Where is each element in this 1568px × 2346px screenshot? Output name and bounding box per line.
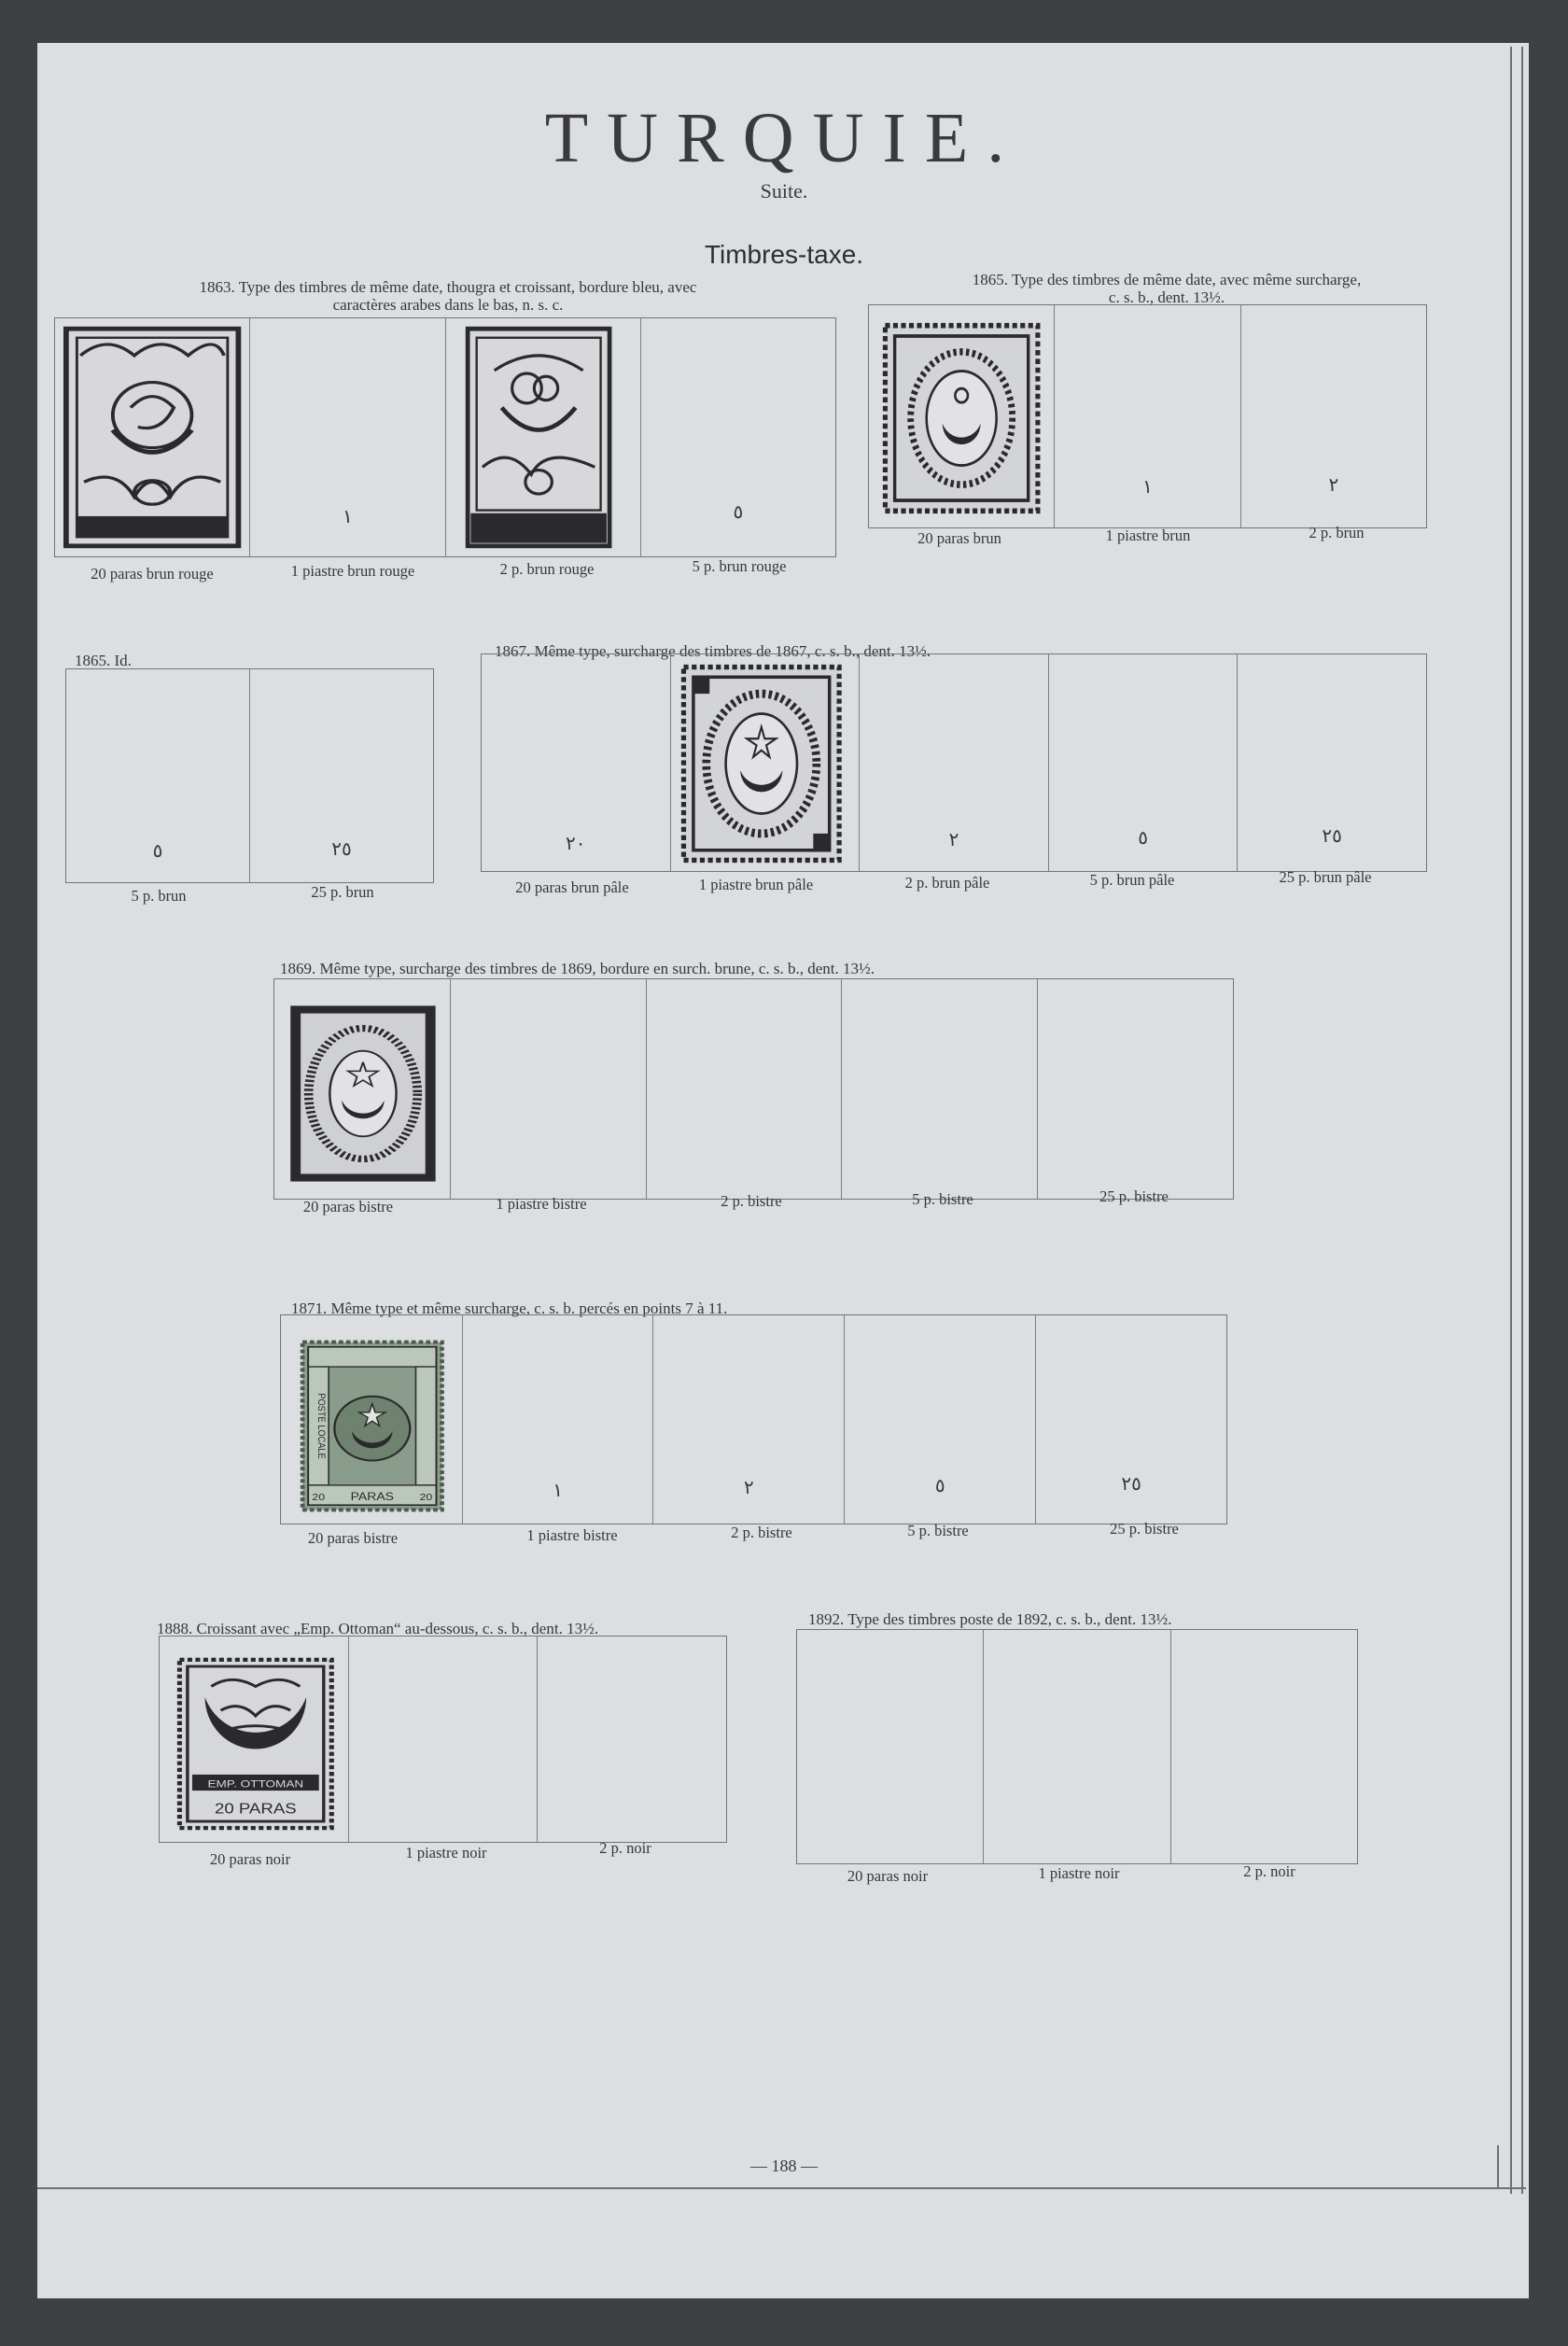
- stamp-slot-1871-2pi[interactable]: [653, 1315, 845, 1524]
- heading-1863: [56, 278, 840, 314]
- stamp-row-1863: [54, 317, 836, 557]
- value-glyph: ٥: [1138, 828, 1148, 849]
- stamp-bottom-text: 20 PARAS: [214, 1799, 297, 1818]
- stamp-crescent-1865-image: [882, 322, 1041, 514]
- stamp-crescent-1869-image: [287, 1004, 439, 1184]
- frame-line-right-outer: [1521, 47, 1523, 2194]
- stamp-slot-1888-20pa[interactable]: [160, 1637, 349, 1842]
- stamp-slot-1863-20pa[interactable]: [55, 318, 250, 556]
- stamp-row-1865b: [65, 668, 434, 883]
- caption-1867-20pa: 20 paras brun pâle: [515, 878, 629, 896]
- value-glyph: ٢: [744, 1478, 754, 1498]
- stamp-value-left: 20: [312, 1492, 326, 1503]
- stamp-row-1871: [280, 1314, 1227, 1524]
- stamp-slot-1888-2pi[interactable]: [538, 1637, 726, 1842]
- caption-1871-5pi: 5 p. bistre: [907, 1522, 969, 1539]
- stamp-slot-1869-5pi[interactable]: [842, 979, 1038, 1199]
- caption-1888-1pi: 1 piastre noir: [405, 1844, 487, 1861]
- caption-1863-20pa: 20 paras brun rouge: [91, 565, 214, 583]
- caption-1867-2pi: 2 p. brun pâle: [904, 874, 990, 892]
- caption-1865a-1pi: 1 piastre brun: [1105, 527, 1191, 544]
- heading-1863-line2: caractères arabes dans le bas, n. s. c.: [332, 296, 564, 314]
- caption-1892-1pi: 1 piastre noir: [1038, 1864, 1120, 1882]
- stamp-slot-1867-25pi[interactable]: [1238, 654, 1426, 871]
- caption-1869-2pi: 2 p. bistre: [721, 1192, 782, 1210]
- caption-1867-1pi: 1 piastre brun pâle: [698, 876, 814, 893]
- caption-1865b-25pi: 25 p. brun: [311, 883, 374, 901]
- page-subtitle: Suite.: [760, 179, 808, 203]
- caption-1892-2pi: 2 p. noir: [1243, 1862, 1295, 1880]
- value-glyph: ٢: [1328, 475, 1339, 496]
- caption-1867-25pi: 25 p. brun pâle: [1279, 868, 1372, 886]
- page-title: TURQUIE.: [544, 99, 1024, 177]
- caption-1869-1pi: 1 piastre bistre: [496, 1195, 587, 1213]
- heading-1865a-line1: 1865. Type des timbres de même date, avec même surcharge,: [972, 271, 1362, 288]
- caption-1871-2pi: 2 p. bistre: [731, 1524, 792, 1541]
- caption-1871-25pi: 25 p. bistre: [1110, 1520, 1179, 1538]
- stamp-slot-1863-5pi[interactable]: [641, 318, 835, 556]
- caption-1871-1pi: 1 piastre bistre: [526, 1526, 618, 1544]
- stamp-bottom-text: PARAS: [350, 1489, 395, 1503]
- frame-line-right: [1510, 47, 1512, 2194]
- heading-1871: 1871. Même type et même surcharge, c. s. b. percés en points 7 à 11.: [291, 1299, 728, 1317]
- stamp-slot-1892-1pi[interactable]: [984, 1630, 1170, 1863]
- heading-1869: 1869. Même type, surcharge des timbres de 1869, bordure en surch. brune, c. s. b., dent. 13½.: [280, 960, 875, 977]
- value-glyph: ١: [1142, 477, 1153, 498]
- stamp-row-1869: [273, 978, 1234, 1200]
- caption-1867-5pi: 5 p. brun pâle: [1089, 871, 1175, 889]
- heading-1865b: 1865. Id.: [75, 652, 132, 669]
- stamp-slot-1863-2pi[interactable]: [446, 318, 641, 556]
- stamp-value-right: 20: [419, 1492, 433, 1503]
- stamp-banner-text: EMP. OTTOMAN: [207, 1777, 304, 1791]
- stamp-tughra-1863-image: [63, 326, 242, 549]
- stamp-slot-1871-20pa[interactable]: [281, 1315, 463, 1524]
- stamp-tughra-1863b-image: [465, 326, 612, 549]
- stamp-slot-1871-5pi[interactable]: [845, 1315, 1036, 1524]
- caption-1863-1pi: 1 piastre brun rouge: [290, 562, 415, 580]
- stamp-slot-1865-2pi[interactable]: [1241, 305, 1426, 527]
- stamp-slot-1871-1pi[interactable]: [463, 1315, 654, 1524]
- caption-1888-20pa: 20 paras noir: [209, 1850, 291, 1868]
- stamp-slot-1867-5pi[interactable]: [1049, 654, 1239, 871]
- stamp-slot-1865b-5pi[interactable]: [66, 669, 250, 882]
- stamp-slot-1865-1pi[interactable]: [1055, 305, 1240, 527]
- caption-1865a-2pi: 2 p. brun: [1309, 524, 1365, 541]
- stamp-slot-1863-1pi[interactable]: [250, 318, 445, 556]
- caption-1869-20pa: 20 paras bistre: [302, 1198, 394, 1215]
- value-glyph: ٢٥: [1121, 1474, 1141, 1495]
- caption-1863-2pi: 2 p. brun rouge: [499, 560, 595, 578]
- caption-1865b-5pi: 5 p. brun: [131, 887, 187, 905]
- stamp-slot-1869-25pi[interactable]: [1038, 979, 1233, 1199]
- stamp-slot-1869-20pa[interactable]: [274, 979, 451, 1199]
- value-glyph: ٥: [733, 502, 744, 523]
- caption-1892-20pa: 20 paras noir: [847, 1867, 929, 1885]
- value-glyph: ٢٥: [1322, 826, 1342, 847]
- stamp-row-1867: [481, 653, 1427, 872]
- stamp-slot-1892-2pi[interactable]: [1171, 1630, 1357, 1863]
- stamp-side-text: POSTE LOCALE: [315, 1393, 327, 1459]
- heading-1892: 1892. Type des timbres poste de 1892, c. s. b., dent. 13½.: [808, 1610, 1172, 1628]
- stamp-slot-1869-2pi[interactable]: [647, 979, 843, 1199]
- heading-1863-line1: 1863. Type des timbres de même date, thougra et croissant, bordure bleu, avec: [199, 278, 697, 296]
- value-glyph: ٢٠: [566, 834, 586, 854]
- heading-1865a: [859, 271, 1475, 306]
- value-glyph: ١: [553, 1481, 563, 1501]
- stamp-slot-1867-1pi[interactable]: [671, 654, 861, 871]
- stamp-slot-1865b-25pi[interactable]: [250, 669, 433, 882]
- caption-1863-5pi: 5 p. brun rouge: [692, 557, 787, 575]
- stamp-emp-ottoman-1888-image: [176, 1657, 335, 1831]
- caption-1865a-20pa: 20 paras brun: [917, 529, 1001, 547]
- caption-1871-20pa: 20 paras bistre: [307, 1529, 399, 1547]
- caption-1869-25pi: 25 p. bistre: [1099, 1187, 1169, 1205]
- value-glyph: ٥: [152, 841, 163, 862]
- frame-line-bottom: [37, 2187, 1526, 2189]
- heading-1867: 1867. Même type, surcharge des timbres de 1867, c. s. b., dent. 13½.: [495, 642, 931, 660]
- caption-1869-5pi: 5 p. bistre: [912, 1190, 973, 1208]
- stamp-poste-locale-1871-image: [300, 1340, 445, 1512]
- stamp-row-1865a: [868, 304, 1427, 528]
- heading-1888: 1888. Croissant avec „Emp. Ottoman“ au-dessous, c. s. b., dent. 13½.: [157, 1620, 599, 1637]
- value-glyph: ٢٥: [331, 839, 352, 860]
- page-number: — 188 —: [750, 2156, 818, 2175]
- value-glyph: ٥: [934, 1476, 945, 1496]
- section-title: Timbres-taxe.: [704, 240, 864, 269]
- stamp-slot-1888-1pi[interactable]: [349, 1637, 539, 1842]
- stamp-slot-1865-20pa[interactable]: [869, 305, 1055, 527]
- value-glyph: ٢: [948, 830, 959, 850]
- stamp-crescent-1867-image: [680, 664, 843, 864]
- stamp-slot-1867-20pa[interactable]: [482, 654, 671, 871]
- stamp-slot-1871-25pi[interactable]: [1036, 1315, 1226, 1524]
- stamp-slot-1892-20pa[interactable]: [797, 1630, 984, 1863]
- caption-1888-2pi: 2 p. noir: [599, 1839, 651, 1857]
- stamp-row-1888: [159, 1636, 727, 1843]
- value-glyph: ١: [343, 507, 353, 527]
- stamp-slot-1869-1pi[interactable]: [451, 979, 647, 1199]
- stamp-slot-1867-2pi[interactable]: [860, 654, 1049, 871]
- stamp-row-1892: [796, 1629, 1358, 1864]
- heading-1865a-line2: c. s. b., dent. 13½.: [1108, 288, 1225, 306]
